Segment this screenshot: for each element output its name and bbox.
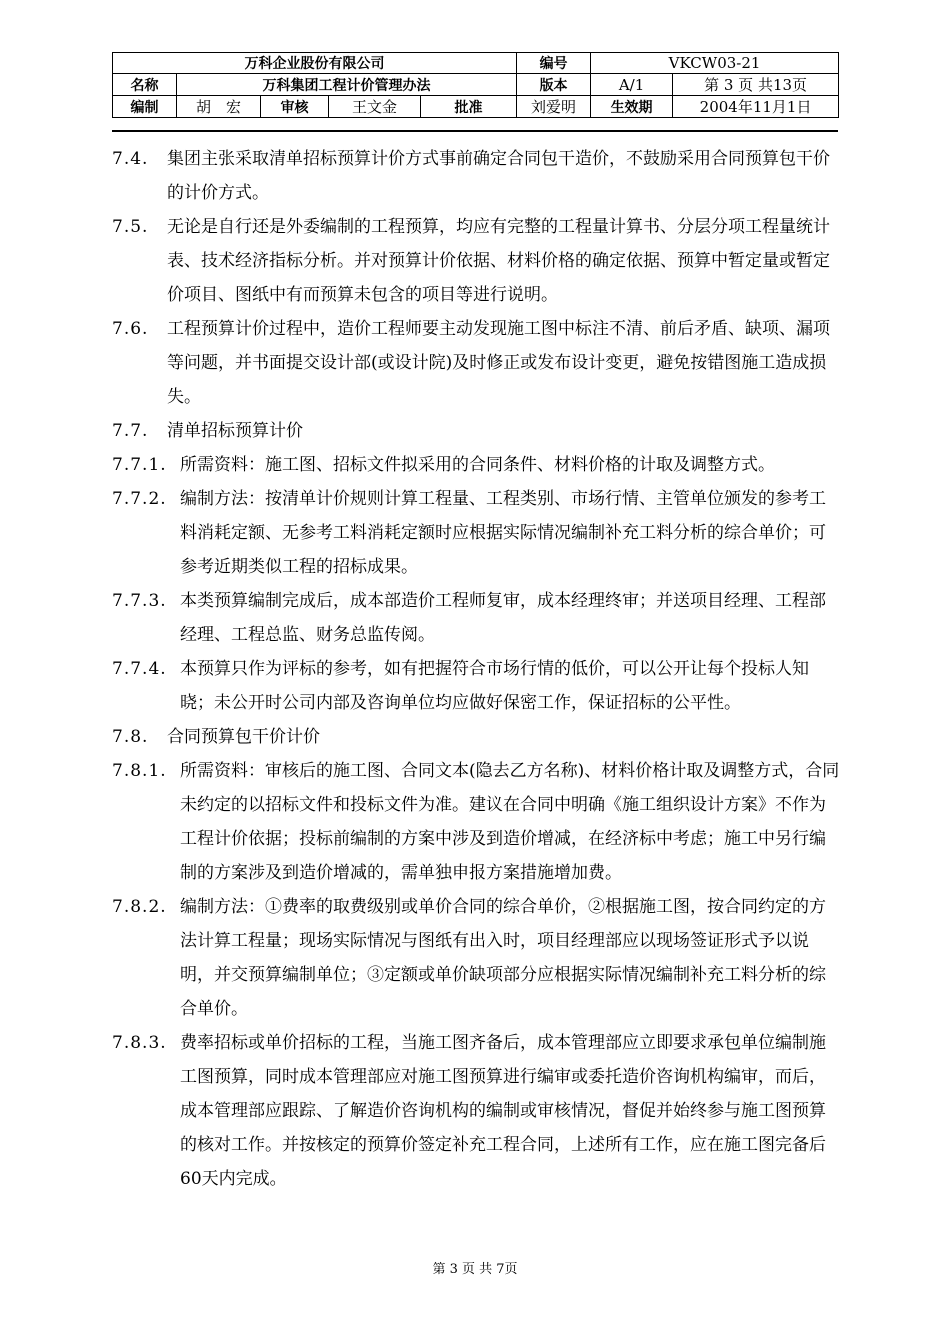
- clause-7-8: [112, 720, 842, 754]
- clause-number: 7.8.: [112, 727, 149, 747]
- clause-7-8-3: [112, 1026, 842, 1196]
- reviewer-name: 王文金: [329, 96, 421, 118]
- document-body: [112, 142, 842, 1196]
- clause-text: 编制方法：①费率的取费级别或单价合同的综合单价，②根据施工图，按合同约定的方法计算工程量；现场实际情况与图纸有出入时，项目经理部应以现场签证形式予以说明，并交预算编制单位；③定额或单价缺项部分应根据实际情况编制补充工料分析的综合单价。: [180, 897, 826, 1019]
- editor-label: 编制: [113, 96, 177, 118]
- clause-7-7-4: [112, 652, 842, 720]
- clause-number: 7.7.1.: [112, 455, 167, 475]
- company-name: 万科企业股份有限公司: [113, 53, 517, 74]
- name-label: 名称: [113, 74, 177, 96]
- clause-text: 本类预算编制完成后，成本部造价工程师复审，成本经理终审；并送项目经理、工程部经理、工程总监、财务总监传阅。: [180, 591, 826, 645]
- number-label: 编号: [517, 53, 591, 74]
- clause-text: 工程预算计价过程中，造价工程师要主动发现施工图中标注不清、前后矛盾、缺项、漏项等问题，并书面提交设计部(或设计院)及时修正或发布设计变更，避免按错图施工造成损失。: [167, 319, 830, 407]
- clause-heading: 清单招标预算计价: [167, 421, 303, 441]
- clause-7-7: [112, 414, 842, 448]
- document-number: VKCW03-21: [591, 53, 839, 74]
- clause-text: 无论是自行还是外委编制的工程预算，均应有完整的工程量计算书、分层分项工程量统计表、技术经济指标分析。并对预算计价依据、材料价格的确定依据、预算中暂定量或暂定价项目、图纸中有而预算未包含的项目等进行说明。: [167, 217, 830, 305]
- clause-7-5: [112, 210, 842, 312]
- clause-number: 7.7.4.: [112, 659, 167, 679]
- document-header-table: [112, 52, 839, 118]
- document-title: 万科集团工程计价管理办法: [177, 74, 517, 96]
- clause-number: 7.4.: [112, 149, 149, 169]
- reviewer-label: 审核: [261, 96, 329, 118]
- clause-heading: 合同预算包干价计价: [167, 727, 320, 747]
- clause-7-6: [112, 312, 842, 414]
- effective-date-label: 生效期: [591, 96, 673, 118]
- header-row-title: [113, 74, 839, 96]
- page-footer: 第 3 页 共 7页: [432, 1262, 518, 1277]
- clause-7-7-3: [112, 584, 842, 652]
- approver-name: 刘爱明: [517, 96, 591, 118]
- clause-number: 7.8.1.: [112, 761, 167, 781]
- clause-number: 7.7.2.: [112, 489, 167, 509]
- clause-text: 所需资料：审核后的施工图、合同文本(隐去乙方名称)、材料价格计取及调整方式，合同未约定的以招标文件和投标文件为准。建议在合同中明确《施工组织设计方案》不作为工程计价依据；投标前编制的方案中涉及到造价增减，在经济标中考虑；施工中另行编制的方案涉及到造价增减的，需单独申报方案措施增加费。: [180, 761, 840, 883]
- header-row-company: [113, 53, 839, 74]
- clause-text: 集团主张采取清单招标预算计价方式事前确定合同包干造价，不鼓励采用合同预算包干价的计价方式。: [167, 149, 830, 203]
- clause-text: 本预算只作为评标的参考，如有把握符合市场行情的低价，可以公开让每个投标人知晓；未公开时公司内部及咨询单位均应做好保密工作，保证招标的公平性。: [180, 659, 809, 713]
- clause-7-7-2: [112, 482, 842, 584]
- clause-number: 7.7.: [112, 421, 149, 441]
- header-row-signoff: [113, 96, 839, 118]
- editor-name: 胡 宏: [177, 96, 261, 118]
- clause-text: 费率招标或单价招标的工程，当施工图齐备后，成本管理部应立即要求承包单位编制施工图预算，同时成本管理部应对施工图预算进行编审或委托造价咨询机构编审，而后，成本管理部应跟踪、了解造价咨询机构的编制或审核情况，督促并始终参与施工图预算的核对工作。并按核定的预算价签定补充工程合同，上述所有工作，应在施工图完备后60天内完成。: [180, 1033, 826, 1189]
- clause-text: 编制方法：按清单计价规则计算工程量、工程类别、市场行情、主管单位颁发的参考工料消耗定额、无参考工料消耗定额时应根据实际情况编制补充工料分析的综合单价；可参考近期类似工程的招标成果。: [180, 489, 826, 577]
- clause-number: 7.7.3.: [112, 591, 167, 611]
- clause-7-7-1: [112, 448, 842, 482]
- version-value: A/1: [591, 74, 673, 96]
- clause-number: 7.8.3.: [112, 1033, 167, 1053]
- clause-7-8-2: [112, 890, 842, 1026]
- clause-text: 所需资料：施工图、招标文件拟采用的合同条件、材料价格的计取及调整方式。: [180, 455, 775, 475]
- approver-label: 批准: [421, 96, 517, 118]
- header-divider: [112, 130, 838, 132]
- clause-number: 7.8.2.: [112, 897, 167, 917]
- page-info: 第 3 页 共13页: [673, 74, 839, 96]
- clause-7-4: [112, 142, 842, 210]
- clause-7-8-1: [112, 754, 842, 890]
- clause-number: 7.6.: [112, 319, 149, 339]
- effective-date: 2004年11月1日: [673, 96, 839, 118]
- version-label: 版本: [517, 74, 591, 96]
- clause-number: 7.5.: [112, 217, 149, 237]
